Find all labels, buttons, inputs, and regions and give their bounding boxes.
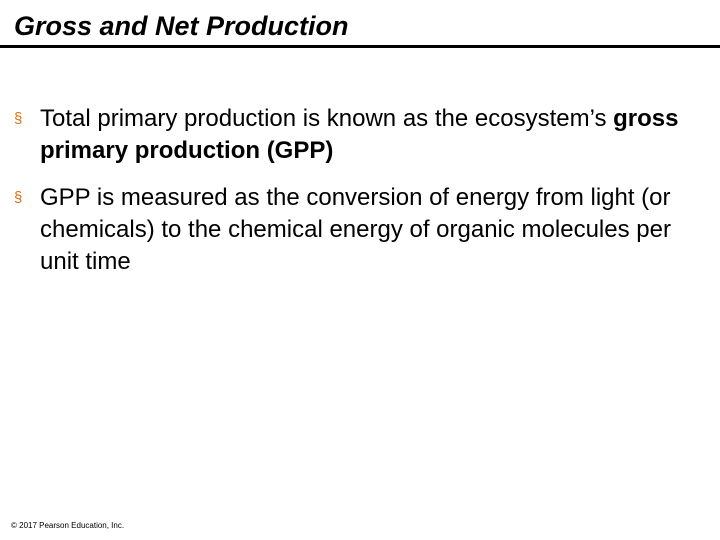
bullet-text-bold-term: gross primary production (GPP) <box>40 105 679 164</box>
bullet-marker-icon: § <box>14 189 23 206</box>
bullet-text <box>40 103 704 167</box>
copyright-footer: © 2017 Pearson Education, Inc. <box>11 521 125 530</box>
bullet-marker-icon: § <box>14 110 23 127</box>
bullet-item-1 <box>14 103 704 167</box>
title-underline <box>0 45 720 48</box>
bullet-text <box>40 182 704 278</box>
bullet-item-2 <box>14 182 704 278</box>
bullet-text-plain: Total primary production is known as the ecosystem’s <box>40 105 614 132</box>
slide-title: Gross and Net Production <box>14 11 349 41</box>
bullet-text-plain: GPP is measured as the conversion of energy from light (or chemicals) to the chemical energy of organic molecules per unit time <box>40 184 671 275</box>
